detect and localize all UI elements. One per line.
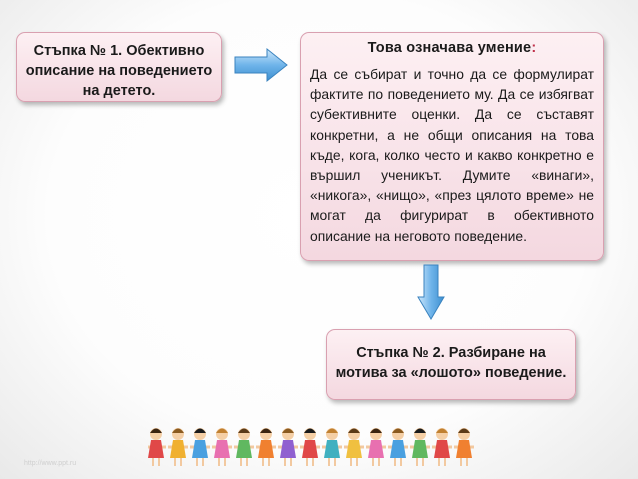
main-body-text: Да се събират и точно да се формулират фактите по поведението му. Да се избягват субективните оценки. Да се съставят конкретни, а не общи описания на това къде, кога, колко често и какво конкретно е вършил ученикът. Думите «винаги», «никога», «нищо», «през цялото време» не могат да фигурират в обективното описание на неговото поведение.: [310, 66, 594, 244]
child-figure: [168, 428, 188, 466]
child-figure: [278, 428, 298, 466]
down-arrow-icon: [416, 263, 446, 321]
child-figure: [256, 428, 276, 466]
right-arrow-icon: [233, 47, 289, 83]
main-title-colon: :: [531, 40, 537, 56]
child-figure: [344, 428, 364, 466]
main-info-box: [300, 32, 604, 261]
main-title: [301, 40, 603, 56]
children-chain-decoration: [148, 425, 488, 469]
child-figure: [300, 428, 320, 466]
child-figure: [410, 428, 430, 466]
child-figure: [148, 428, 166, 466]
step2-text: Стъпка № 2. Разбиране на мотива за «лошото» поведение.: [335, 345, 567, 381]
child-figure: [366, 428, 386, 466]
child-figure: [388, 428, 408, 466]
child-figure: [212, 428, 232, 466]
child-figure: [454, 428, 474, 466]
step1-text: Стъпка № 1. Обективно описание на поведението на детето.: [25, 43, 213, 99]
step1-box: [16, 32, 222, 102]
child-figure: [234, 428, 254, 466]
child-figure: [190, 428, 210, 466]
child-figure: [432, 428, 452, 466]
child-figure: [322, 428, 342, 466]
main-title-text: Това означава умение: [367, 40, 532, 56]
watermark: http://www.ppt.ru: [24, 460, 77, 467]
step2-box: [326, 329, 576, 400]
